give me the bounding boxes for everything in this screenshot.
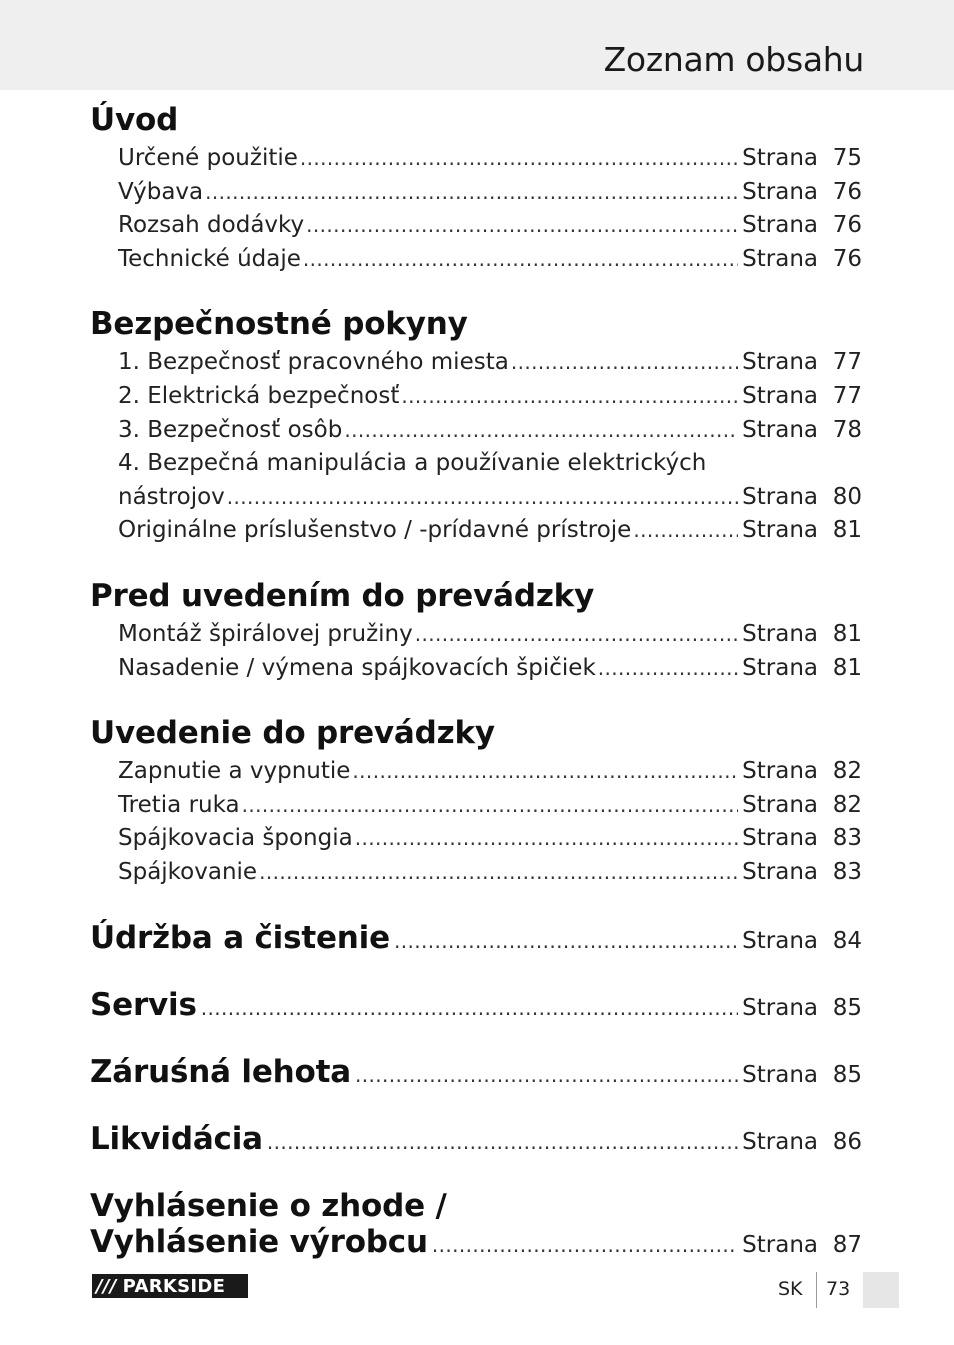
toc-entry[interactable] [118, 414, 862, 448]
dot-leader [598, 652, 738, 686]
entry-strana: Strana [742, 1128, 818, 1155]
entry-strana: Strana [742, 145, 818, 171]
dot-leader [355, 1063, 738, 1087]
entry-label: Spájkovacia špongia [118, 825, 353, 852]
section-title: Údržba a čistenie [90, 919, 390, 956]
entry-strana: Strana [742, 654, 818, 681]
toc-section-uvod [90, 102, 862, 276]
entry-label: 1. Bezpečnosť pracovného miesta [118, 349, 509, 376]
toc-entry[interactable] [118, 652, 862, 686]
entry-strana: Strana [742, 1231, 818, 1258]
toc-section-zaruka[interactable] [90, 1054, 862, 1090]
section-title: Pred uvedením do prevádzky [90, 577, 595, 614]
dot-leader [227, 481, 738, 515]
toc-section-vyhlasenie[interactable] [90, 1188, 862, 1260]
entry-strana: Strana [742, 994, 818, 1021]
entry-strana: Strana [742, 620, 818, 647]
dot-leader [242, 789, 739, 823]
dot-leader [511, 346, 738, 380]
toc-entry[interactable] [118, 380, 862, 414]
entry-page-number: 80 [832, 483, 862, 510]
entry-label: Technické údaje [118, 245, 301, 272]
entry-label: nástrojov [118, 483, 225, 510]
table-of-contents [90, 102, 862, 1260]
dot-leader [300, 142, 738, 176]
entry-label: Montáž špirálovej pružiny [118, 620, 413, 647]
toc-section-udrzba[interactable] [90, 920, 862, 956]
entry-label: Rozsah dodávky [118, 212, 305, 239]
section-title: Úvod [90, 102, 179, 138]
dot-leader [415, 618, 738, 652]
entry-strana: Strana [742, 791, 818, 818]
entry-label: 3. Bezpečnosť osôb [118, 416, 343, 443]
entry-strana: Strana [742, 825, 818, 852]
entry-strana: Strana [742, 758, 818, 785]
toc-entry[interactable] [118, 789, 862, 823]
entry-page-number: 82 [832, 791, 862, 818]
entry-strana: Strana [742, 245, 818, 272]
toc-entry[interactable] [118, 243, 862, 277]
toc-entry[interactable] [118, 176, 862, 210]
entry-page-number: 76 [832, 178, 862, 205]
dot-leader [201, 996, 738, 1020]
section-title: Servis [90, 986, 197, 1023]
section-title-line1: Vyhlásenie o zhode / [90, 1187, 447, 1224]
dot-leader [355, 822, 738, 856]
toc-section-likvidacia[interactable] [90, 1121, 862, 1157]
entry-page-number: 82 [832, 758, 862, 785]
entry-page-number: 77 [832, 349, 862, 376]
entry-strana: Strana [742, 212, 818, 239]
section-title: Záruśná lehota [90, 1053, 351, 1090]
entry-page-number: 85 [832, 1061, 862, 1088]
toc-entry[interactable] [118, 514, 862, 548]
entry-strana: Strana [742, 483, 818, 510]
entry-label: Originálne príslušenstvo / -prídavné prístroje [118, 517, 632, 544]
entry-label: Spájkovanie [118, 858, 258, 885]
entry-strana: Strana [742, 517, 818, 544]
toc-entry[interactable] [118, 755, 862, 789]
entry-strana: Strana [742, 927, 818, 954]
entry-page-number: 76 [832, 245, 862, 272]
entry-page-number: 83 [832, 825, 862, 852]
entry-page-number: 86 [832, 1128, 862, 1155]
dot-leader [394, 929, 738, 953]
entry-page-number: 83 [832, 858, 862, 885]
section-title-line2: Vyhlásenie výrobcu [90, 1223, 428, 1260]
toc-section-pred-uvedenim [90, 578, 862, 685]
dot-leader [205, 176, 738, 210]
language-code: SK [778, 1278, 803, 1300]
toc-entry[interactable] [118, 209, 862, 243]
entry-page-number: 75 [832, 145, 862, 171]
toc-entry[interactable] [118, 822, 862, 856]
parkside-logo [92, 1274, 248, 1298]
dot-leader [352, 755, 738, 789]
entry-label: 2. Elektrická bezpečnosť [118, 382, 400, 409]
brand-mark: /// [96, 1275, 117, 1297]
footer-divider [816, 1272, 817, 1308]
dot-leader [306, 209, 738, 243]
entry-page-number: 87 [832, 1231, 862, 1258]
entry-label: Nasadenie / výmena spájkovacích špičiek [118, 654, 596, 681]
entry-page-number: 77 [832, 382, 862, 409]
toc-entry[interactable] [118, 856, 862, 890]
section-title: Likvidácia [90, 1120, 263, 1157]
entry-page-number: 85 [832, 994, 862, 1021]
entry-strana: Strana [742, 858, 818, 885]
entry-page-number: 81 [832, 620, 862, 647]
dot-leader [259, 856, 738, 890]
entry-strana: Strana [742, 349, 818, 376]
dot-leader [401, 380, 738, 414]
section-title: Uvedenie do prevádzky [90, 715, 495, 752]
dot-leader [344, 414, 738, 448]
section-title: Bezpečnostné pokyny [90, 306, 468, 343]
brand-name: PARKSIDE [122, 1275, 226, 1297]
page-number: 73 [826, 1278, 851, 1300]
toc-section-uvedenie [90, 715, 862, 889]
entry-strana: Strana [742, 416, 818, 443]
entry-strana: Strana [742, 382, 818, 409]
toc-entry[interactable] [118, 481, 862, 515]
entry-strana: Strana [742, 178, 818, 205]
entry-page-number: 81 [832, 654, 862, 681]
entry-label: Zapnutie a vypnutie [118, 758, 351, 785]
entry-page-number: 81 [832, 517, 862, 544]
entry-page-number: 84 [832, 927, 862, 954]
toc-entry[interactable] [118, 618, 862, 652]
entry-label: Výbava [118, 178, 204, 205]
toc-entry[interactable] [118, 142, 862, 176]
toc-section-bezpecnostne-pokyny [90, 306, 862, 548]
dot-leader [267, 1130, 738, 1154]
entry-page-number: 78 [832, 416, 862, 443]
entry-label: Tretia ruka [118, 791, 240, 818]
toc-section-servis[interactable] [90, 987, 862, 1023]
entry-label: Určené použitie [118, 145, 298, 171]
toc-entry[interactable] [118, 346, 862, 380]
dot-leader [432, 1233, 738, 1257]
footer-tab-box [863, 1272, 899, 1308]
dot-leader [303, 243, 738, 277]
entry-strana: Strana [742, 1061, 818, 1088]
entry-label-line1: 4. Bezpečná manipulácia a používanie elektrických [118, 450, 707, 477]
page-title: Zoznam obsahu [603, 40, 864, 79]
entry-page-number: 76 [832, 212, 862, 239]
dot-leader [633, 514, 738, 548]
